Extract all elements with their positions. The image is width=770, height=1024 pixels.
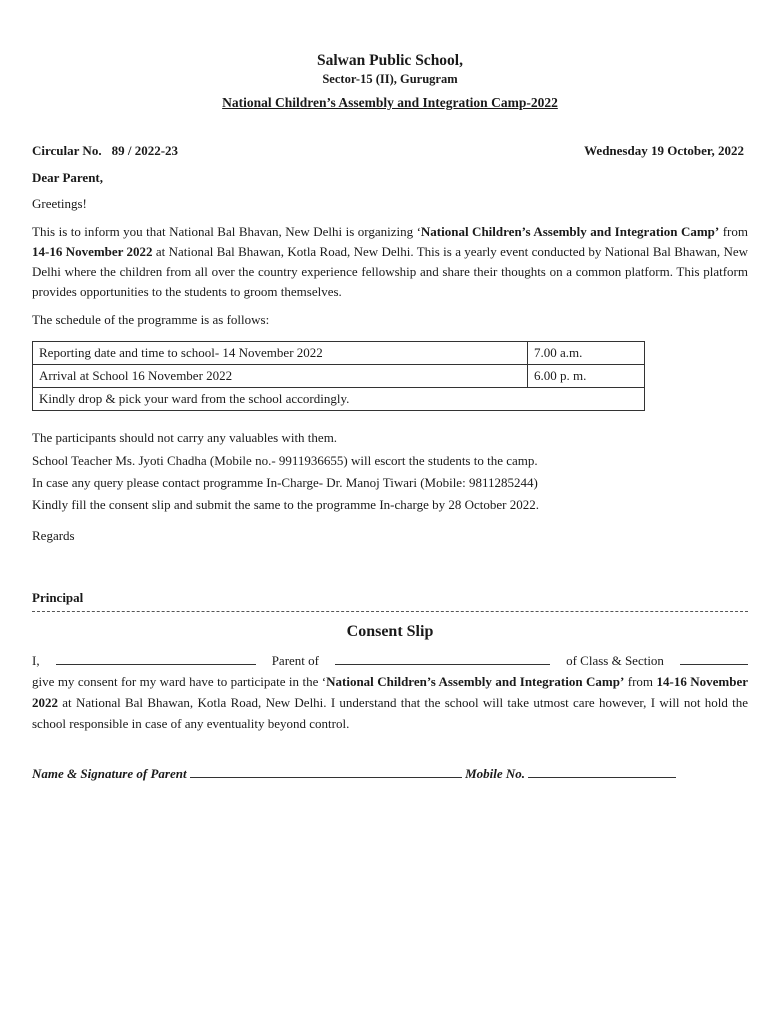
instruction-line: Kindly fill the consent slip and submit the same to the programme In-charge by 28 October 2022.: [32, 497, 540, 512]
instruction-line: In case any query please contact programme In-Charge- Dr. Manoj Tiwari (Mobile: 9811285244): [32, 475, 538, 490]
table-row: [33, 365, 645, 388]
instruction-line: The participants should not carry any valuables with them.: [32, 430, 338, 445]
schedule-item: Reporting date and time to school- 14 November 2022: [33, 342, 528, 365]
instruction-line: School Teacher Ms. Jyoti Chadha (Mobile no.- 9911936655) will escort the students to the camp.: [32, 453, 538, 468]
consent-line-2: [32, 671, 748, 734]
schedule-time: 7.00 a.m.: [528, 342, 645, 365]
school-address: Sector-15 (II), Gurugram: [322, 72, 458, 86]
consent-i-label: I,: [32, 653, 40, 668]
consent-event-dates: 14-16 November 2022: [32, 674, 749, 710]
ward-name-blank[interactable]: [335, 653, 550, 665]
circular-number-value: 89 / 2022-23: [111, 143, 179, 158]
intro-text-1: This is to inform you that National Bal Bhavan, New Delhi is organizing ‘: [32, 224, 421, 239]
consent-event-name: National Children’s Assembly and Integration Camp’: [326, 674, 625, 689]
signatory: Principal: [32, 590, 84, 605]
circular-label: Circular No.: [32, 143, 102, 158]
consent-text-2: from: [624, 674, 654, 689]
circular-date: Wednesday 19 October, 2022: [584, 143, 744, 158]
intro-text-2: from: [719, 224, 748, 239]
school-name: Salwan Public School,: [317, 52, 463, 69]
table-row: [33, 388, 645, 411]
circular-row: [32, 143, 744, 159]
consent-line-1: [32, 650, 748, 671]
greeting: Greetings!: [32, 196, 87, 211]
intro-text-3: at National Bal Bhawan, Kotla Road, New Delhi. This is a yearly event conducted by National Bal Bhawan, New Delhi where the children from all over the country experience fellowship and share their thoughts on a common platform. This platform provides opportunities to the students to groom themselves.: [32, 244, 748, 299]
consent-text-1: give my consent for my ward have to participate in the ‘: [32, 674, 327, 689]
schedule-note: Kindly drop & pick your ward from the school accordingly.: [33, 388, 645, 411]
consent-title: Consent Slip: [346, 623, 434, 640]
intro-event-dates: 14-16 November 2022: [32, 244, 153, 259]
consent-class-section: of Class & Section: [566, 653, 664, 668]
schedule-table: [32, 341, 645, 411]
table-row: [33, 342, 645, 365]
schedule-time: 6.00 p. m.: [528, 365, 645, 388]
intro-event-name: National Children’s Assembly and Integration Camp’: [420, 224, 720, 239]
consent-paragraph: [32, 650, 748, 734]
salutation: Dear Parent,: [32, 170, 103, 185]
consent-text-3: at National Bal Bhawan, Kotla Road, New Delhi. I understand that the school will take utmost care however, I will not hold the school responsible in case of any eventuality beyond control.: [32, 695, 748, 731]
schedule-intro: The schedule of the programme is as follows:: [32, 312, 270, 327]
circular-page: [32, 0, 748, 1024]
class-section-blank[interactable]: [680, 653, 748, 665]
event-title: National Children’s Assembly and Integration Camp-2022: [222, 95, 558, 110]
mobile-label: Mobile No.: [465, 766, 526, 781]
circular-number: [32, 143, 178, 159]
signature-blank[interactable]: [190, 766, 462, 778]
cut-line-divider: [32, 611, 748, 622]
regards: Regards: [32, 528, 75, 543]
schedule-item: Arrival at School 16 November 2022: [33, 365, 528, 388]
parent-signature-line: [32, 766, 676, 782]
mobile-blank[interactable]: [528, 766, 676, 778]
signature-label: Name & Signature of Parent: [32, 766, 187, 781]
name-blank[interactable]: [56, 653, 256, 665]
intro-paragraph: [32, 222, 748, 302]
consent-parent-of: Parent of: [271, 653, 319, 668]
